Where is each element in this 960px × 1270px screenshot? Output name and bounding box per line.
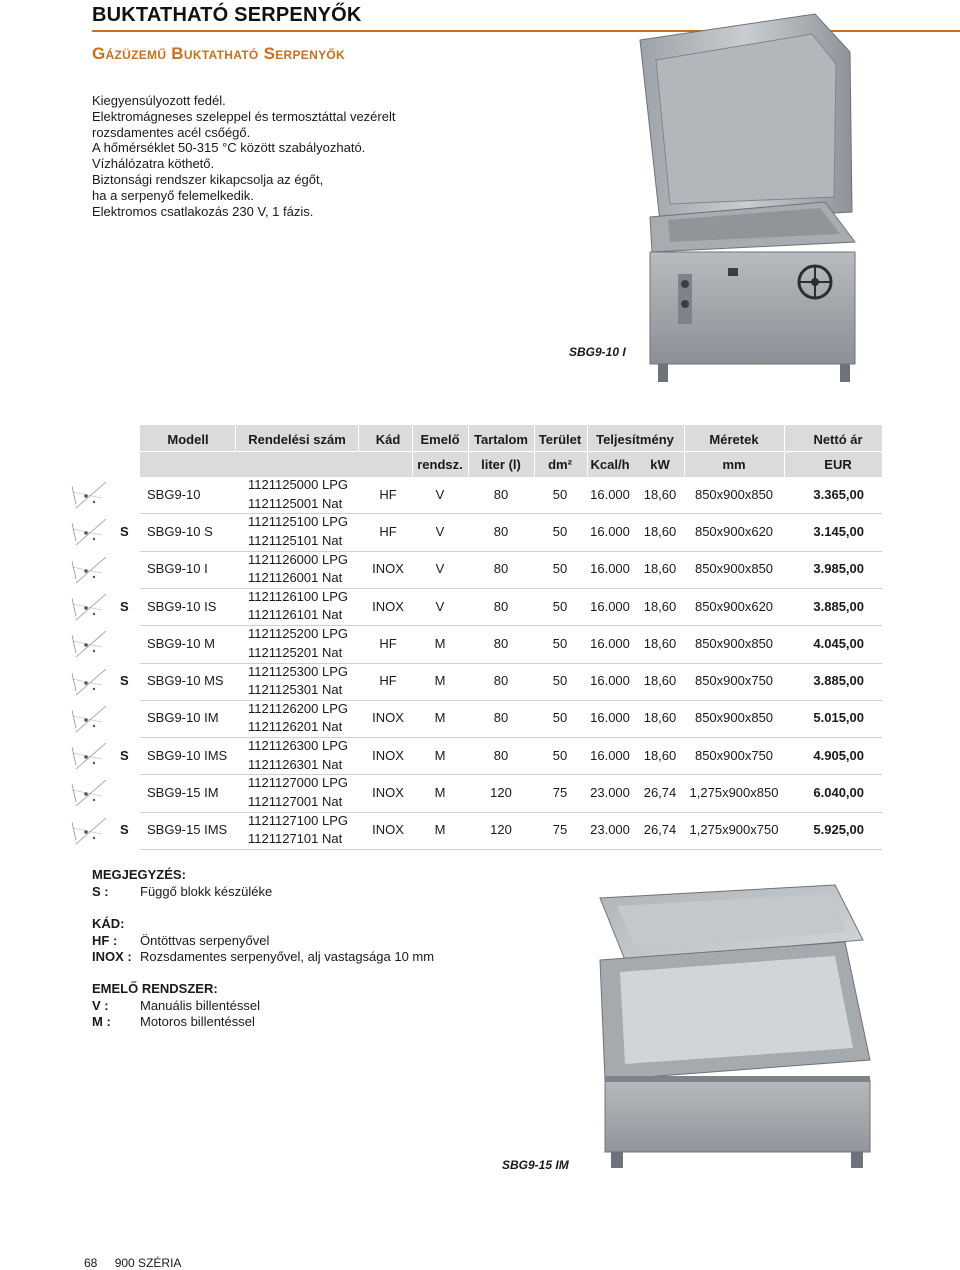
cell-kw: 26,74 <box>643 822 677 838</box>
notes-kad <box>92 916 434 966</box>
cell-liter: 80 <box>493 523 509 539</box>
product-photo-sbg9-10-i <box>620 12 860 384</box>
cell-kcal: 16.000 <box>590 673 630 689</box>
col-unit-kcal: Kcal/h <box>590 457 630 472</box>
cell-emelo: V <box>435 561 445 577</box>
order-number-lpg: 1121127100 LPG <box>248 812 348 828</box>
cell-size: 1,275x900x850 <box>689 785 779 801</box>
col-unit-eur: EUR <box>824 457 852 472</box>
schematic-icon <box>58 814 118 848</box>
cell-size: 850x900x750 <box>694 673 774 689</box>
net-price: 4.905,00 <box>813 747 864 763</box>
section-subtitle: Gázüzemű Buktatható Serpenyők <box>92 44 345 63</box>
model-name: SBG9-10 IS <box>147 598 217 614</box>
col-unit-dm2: dm² <box>548 457 572 472</box>
order-number-lpg: 1121125000 LPG <box>248 477 348 492</box>
suspended-flag: S <box>120 747 129 763</box>
order-number-lpg: 1121127000 LPG <box>248 775 348 791</box>
order-number-nat: 1121127101 Nat <box>248 831 343 847</box>
note-text: Manuális billentéssel <box>140 997 260 1013</box>
cell-kad: INOX <box>372 561 404 577</box>
schematic-icon <box>58 665 118 699</box>
note-text: Motoros billentéssel <box>140 1014 255 1029</box>
notes-heading: KÁD: <box>92 916 125 931</box>
header-divider <box>784 425 785 477</box>
order-number-nat: 1121126301 Nat <box>248 756 343 772</box>
note-item <box>92 884 272 901</box>
feature-line: ha a serpenyő felemelkedik. <box>92 187 254 203</box>
cell-emelo: M <box>434 673 446 689</box>
cell-emelo: M <box>434 635 446 651</box>
cell-size: 850x900x850 <box>694 486 774 502</box>
cell-size: 850x900x620 <box>694 598 774 614</box>
col-header-teljesitmeny: Teljesítmény <box>596 432 674 447</box>
order-number-nat: 1121125301 Nat <box>248 682 343 697</box>
cell-kad: INOX <box>372 822 404 838</box>
schematic-icon <box>58 702 118 736</box>
cell-kcal: 16.000 <box>590 561 630 577</box>
feature-line: Elektromágneses szeleppel és termosztáttal vezérelt <box>92 108 396 124</box>
feature-line: A hőmérséklet 50-315 °C között szabályozható. <box>92 140 366 156</box>
cell-kcal: 16.000 <box>590 598 630 614</box>
cell-liter: 80 <box>493 486 509 502</box>
cell-kad: INOX <box>372 785 404 801</box>
order-number <box>248 812 348 849</box>
net-price: 6.040,00 <box>813 785 864 801</box>
feature-list <box>92 93 395 219</box>
series-name: 900 SZÉRIA <box>114 1256 182 1270</box>
cell-dm2: 50 <box>552 747 568 763</box>
note-key: V : <box>92 997 109 1013</box>
schematic-icon <box>58 515 118 549</box>
cell-size: 1,275x900x750 <box>689 822 779 838</box>
order-number-nat: 1121126101 Nat <box>248 607 343 623</box>
cell-emelo: M <box>434 822 446 838</box>
cell-emelo: M <box>434 747 446 763</box>
cell-size: 850x900x850 <box>694 710 774 726</box>
order-number-nat: 1121125101 Nat <box>248 532 343 548</box>
schematic-icon <box>58 590 118 624</box>
order-number-lpg: 1121126000 LPG <box>248 551 348 567</box>
header-divider <box>235 425 236 451</box>
schematic-icon <box>58 739 118 773</box>
cell-kw: 18,60 <box>643 747 677 763</box>
suspended-flag: S <box>120 822 129 838</box>
suspended-flag: S <box>120 598 129 614</box>
cell-kcal: 16.000 <box>590 486 630 502</box>
cell-liter: 80 <box>493 747 509 763</box>
cell-kw: 18,60 <box>643 523 677 539</box>
note-key: S : <box>92 883 109 899</box>
order-number-nat: 1121125001 Nat <box>248 495 343 511</box>
cell-kad: HF <box>379 486 397 502</box>
cell-kw: 18,60 <box>643 673 677 689</box>
order-number <box>248 700 348 737</box>
feature-line: Elektromos csatlakozás 230 V, 1 fázis. <box>92 203 314 219</box>
cell-emelo: V <box>435 486 445 502</box>
cell-size: 850x900x850 <box>694 635 774 651</box>
order-number-nat: 1121126001 Nat <box>248 570 343 586</box>
cell-liter: 80 <box>493 598 509 614</box>
table-header-divider <box>140 451 882 452</box>
model-name: SBG9-15 IMS <box>147 822 228 838</box>
caption-sbg9-10-i: SBG9-10 I <box>569 345 626 359</box>
col-header-tartalom: Tartalom <box>474 432 528 447</box>
cell-dm2: 75 <box>552 785 568 801</box>
net-price: 4.045,00 <box>813 635 864 651</box>
col-header-terulet: Terület <box>538 432 582 447</box>
cell-liter: 80 <box>493 673 509 689</box>
note-text: Rozsdamentes serpenyővel, alj vastagsága 10 mm <box>140 949 435 964</box>
table-row-divider <box>140 849 882 850</box>
cell-size: 850x900x620 <box>694 523 774 539</box>
header-divider <box>412 425 413 477</box>
cell-dm2: 75 <box>552 822 568 838</box>
cell-emelo: V <box>435 598 445 614</box>
product-photo-sbg9-15-im <box>585 880 875 1170</box>
col-unit-kw: kW <box>650 457 670 472</box>
cell-liter: 80 <box>493 710 509 726</box>
order-number <box>248 663 348 700</box>
note-text: Öntöttvas serpenyővel <box>140 932 270 948</box>
model-name: SBG9-10 IM <box>147 710 219 726</box>
order-number-lpg: 1121125300 LPG <box>248 663 348 679</box>
order-number <box>248 774 348 811</box>
model-name: SBG9-10 M <box>147 635 215 651</box>
cell-kad: INOX <box>372 598 404 614</box>
order-number-nat: 1121126201 Nat <box>248 719 343 735</box>
order-number-nat: 1121125201 Nat <box>248 644 343 660</box>
order-number-lpg: 1121126200 LPG <box>248 700 348 716</box>
col-header-modell: Modell <box>167 432 209 447</box>
header-divider <box>358 425 359 451</box>
cell-kad: INOX <box>372 747 404 763</box>
cell-kw: 26,74 <box>643 785 677 801</box>
model-name: SBG9-10 S <box>147 523 213 539</box>
cell-dm2: 50 <box>552 486 568 502</box>
cell-liter: 80 <box>493 635 509 651</box>
note-item <box>92 1014 260 1031</box>
notes-heading: MEGJEGYZÉS: <box>92 867 186 882</box>
schematic-icon <box>58 627 118 661</box>
header-divider <box>468 425 469 477</box>
page-title: BUKTATHATÓ SERPENYŐK <box>92 4 362 26</box>
net-price: 3.365,00 <box>813 486 864 502</box>
col-unit-liter: liter (l) <box>481 457 521 472</box>
col-header-emelo: Emelő <box>420 432 460 447</box>
order-number-lpg: 1121126100 LPG <box>248 588 348 604</box>
cell-size: 850x900x750 <box>694 747 774 763</box>
cell-kcal: 16.000 <box>590 523 630 539</box>
cell-emelo: M <box>434 785 446 801</box>
cell-kw: 18,60 <box>643 561 677 577</box>
note-item <box>92 998 260 1015</box>
note-item <box>92 933 434 950</box>
cell-kad: HF <box>379 673 397 689</box>
cell-liter: 120 <box>490 822 512 838</box>
cell-dm2: 50 <box>552 561 568 577</box>
notes-heading: EMELŐ RENDSZER: <box>92 981 218 996</box>
net-price: 3.885,00 <box>813 598 864 614</box>
feature-line: Biztonsági rendszer kikapcsolja az égőt, <box>92 171 324 187</box>
col-header-kad: Kád <box>375 432 401 447</box>
cell-kcal: 23.000 <box>590 785 630 801</box>
cell-emelo: M <box>434 710 446 726</box>
order-number <box>248 625 348 662</box>
cell-dm2: 50 <box>552 598 568 614</box>
header-divider <box>684 425 685 477</box>
cell-kcal: 23.000 <box>590 822 630 838</box>
col-header-meretek: Méretek <box>709 432 759 447</box>
order-number-lpg: 1121125200 LPG <box>248 626 348 642</box>
notes-emelo <box>92 981 260 1031</box>
cell-kcal: 16.000 <box>590 747 630 763</box>
model-name: SBG9-10 <box>147 486 201 502</box>
order-number-lpg: 1121125100 LPG <box>248 514 348 530</box>
cell-kw: 18,60 <box>643 710 677 726</box>
col-unit-mm: mm <box>722 457 746 472</box>
order-number <box>248 513 348 550</box>
cell-emelo: V <box>435 523 445 539</box>
schematic-icon <box>58 553 118 587</box>
note-key: M : <box>92 1014 111 1029</box>
cell-kad: HF <box>379 523 397 539</box>
cell-dm2: 50 <box>552 635 568 651</box>
net-price: 3.145,00 <box>813 523 864 539</box>
feature-line: Kiegyensúlyozott fedél. <box>92 93 226 108</box>
cell-size: 850x900x850 <box>694 561 774 577</box>
note-key: HF : <box>92 932 118 948</box>
model-name: SBG9-10 I <box>147 561 208 577</box>
cell-kcal: 16.000 <box>590 635 630 651</box>
order-number <box>248 737 348 774</box>
schematic-icon <box>58 776 118 810</box>
notes-megjegyzes <box>92 867 272 900</box>
col-header-rendelesi-szam: Rendelési szám <box>248 432 346 447</box>
note-text: Függő blokk készüléke <box>140 883 273 899</box>
order-number <box>248 588 348 625</box>
net-price: 3.885,00 <box>813 673 864 689</box>
model-name: SBG9-10 IMS <box>147 747 228 763</box>
net-price: 5.925,00 <box>813 822 864 838</box>
order-number-lpg: 1121126300 LPG <box>248 738 348 754</box>
order-number <box>248 476 348 513</box>
cell-liter: 80 <box>493 561 509 577</box>
cell-kw: 18,60 <box>643 598 677 614</box>
caption-sbg9-15-im: SBG9-15 IM <box>502 1158 569 1172</box>
header-divider <box>534 425 535 477</box>
cell-kad: INOX <box>372 710 404 726</box>
cell-dm2: 50 <box>552 710 568 726</box>
cell-dm2: 50 <box>552 523 568 539</box>
feature-line: Vízhálózatra köthető. <box>92 156 215 172</box>
feature-line: rozsdamentes acél csőégő. <box>92 124 251 140</box>
header-divider <box>587 425 588 477</box>
net-price: 5.015,00 <box>813 710 864 726</box>
order-number-nat: 1121127001 Nat <box>248 793 343 809</box>
col-unit-rendsz: rendsz. <box>417 457 463 472</box>
suspended-flag: S <box>120 523 129 539</box>
net-price: 3.985,00 <box>813 561 864 577</box>
cell-liter: 120 <box>490 785 512 801</box>
cell-kad: HF <box>379 635 397 651</box>
cell-kw: 18,60 <box>643 635 677 651</box>
note-item <box>92 949 434 966</box>
schematic-icon <box>58 478 118 512</box>
col-header-netto-ar: Nettó ár <box>813 432 863 447</box>
model-name: SBG9-15 IM <box>147 785 219 801</box>
suspended-flag: S <box>120 673 129 689</box>
cell-kw: 18,60 <box>643 486 677 502</box>
model-name: SBG9-10 MS <box>147 673 224 689</box>
cell-dm2: 50 <box>552 673 568 689</box>
page-number: 68 <box>84 1256 98 1270</box>
order-number <box>248 551 348 588</box>
note-key: INOX : <box>92 949 132 964</box>
cell-kcal: 16.000 <box>590 710 630 726</box>
page-footer <box>84 1256 195 1270</box>
